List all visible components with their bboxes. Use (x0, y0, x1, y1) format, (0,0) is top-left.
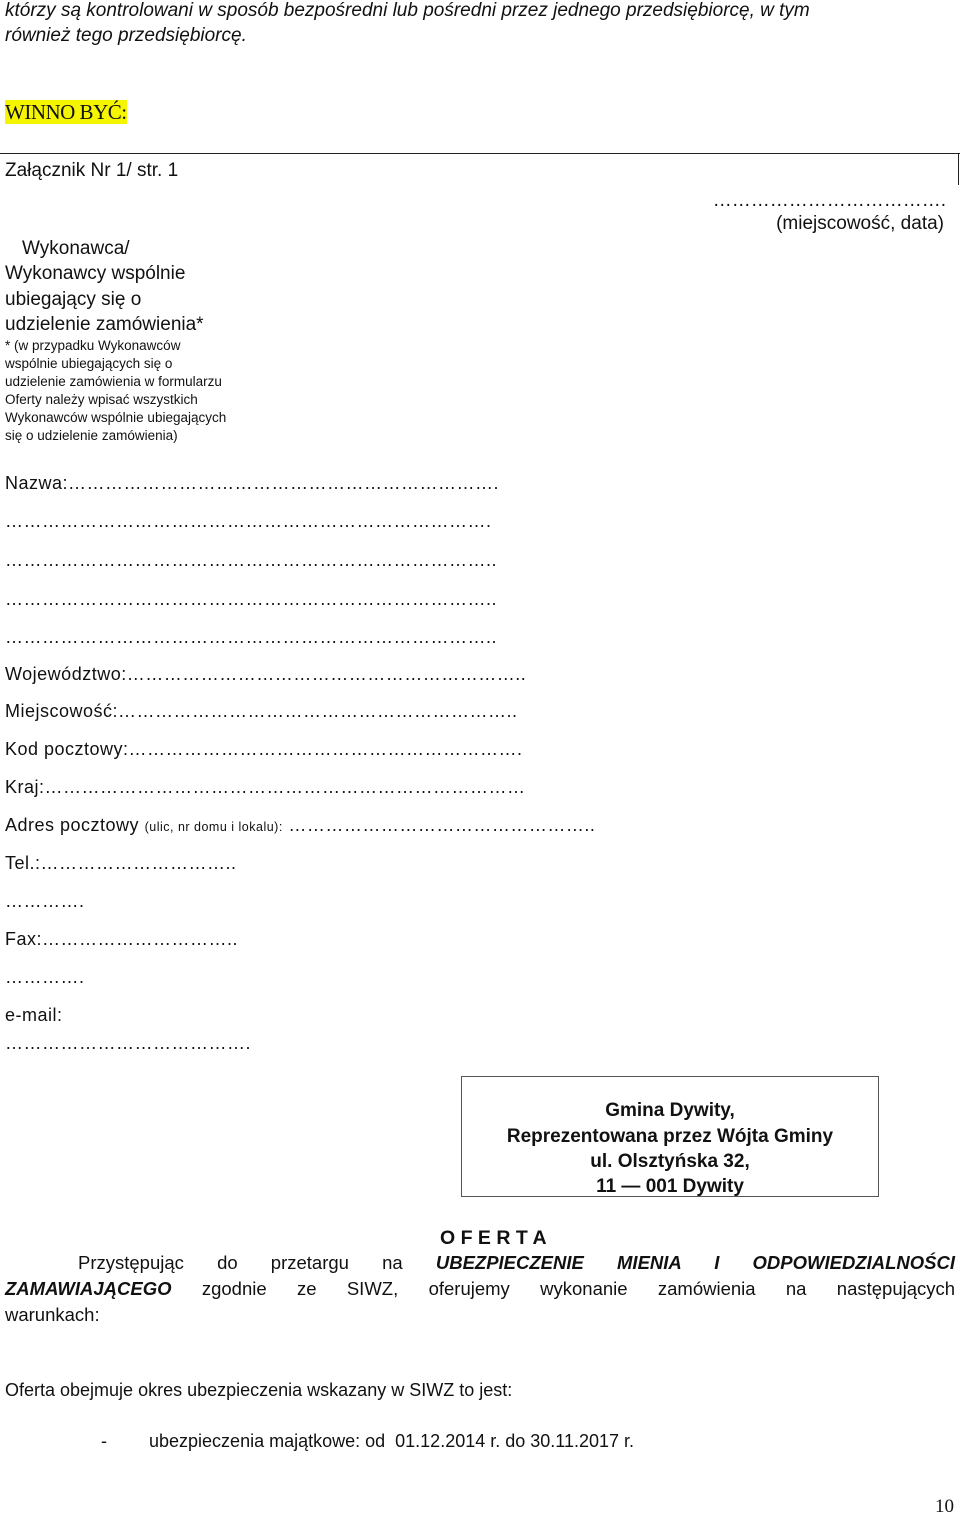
offer-paragraph-line-3: warunkach: (5, 1304, 100, 1325)
contractor-note-2: wspólnie ubiegających się o (5, 356, 173, 371)
offer-subject-continued: ZAMAWIAJĄCEGO (5, 1278, 172, 1299)
postal-address-label: Adres pocztowy (5, 815, 140, 835)
offer-word: oferujemy (428, 1278, 510, 1299)
offer-word: Przystępując (78, 1252, 184, 1273)
offer-word: SIWZ, (346, 1278, 399, 1299)
phone-field-line-2[interactable]: …………. (5, 891, 85, 911)
highlighted-heading: WINNO BYĆ: (5, 100, 127, 124)
contractor-note-1: * (w przypadku Wykonawców (5, 338, 181, 353)
offer-subject: UBEZPIECZENIE MIENIA I ODPOWIEDZIALNOŚCI (435, 1252, 955, 1273)
recipient-line-4: 11 — 001 Dywity (596, 1176, 744, 1197)
fax-field-line-2[interactable]: …………. (5, 967, 85, 987)
postal-address-field[interactable] (5, 815, 595, 836)
contractor-line-3: ubiegający się o (5, 289, 142, 310)
email-label: e-mail: (5, 1005, 63, 1025)
phone-field[interactable]: Tel.:………………………….. (5, 853, 237, 873)
contractor-line-1: Wykonawca/ (22, 238, 130, 259)
offer-word: zgodnie (201, 1278, 267, 1299)
insurance-period-intro: Oferta obejmuje okres ubezpieczenia wskazany w SIWZ to jest: (5, 1380, 513, 1400)
contractor-note-5: Wykonawców wspólnie ubiegających (5, 410, 227, 425)
offer-word: następujących (836, 1278, 956, 1299)
offer-paragraph-line-2 (5, 1278, 955, 1300)
offer-word: wykonanie (540, 1278, 628, 1299)
postal-address-hint: (ulic, nr domu i lokalu): (144, 820, 283, 834)
name-field-line-5[interactable]: …………………………………………………………………….. (5, 627, 498, 647)
heading-rule-right (958, 153, 959, 185)
offer-title: O F E R T A (440, 1227, 547, 1249)
place-date-label: (miejscowość, data) (776, 213, 944, 234)
offer-word: ze (296, 1278, 317, 1299)
voivodeship-field[interactable]: Województwo:……………………………………………………….. (5, 664, 527, 684)
bullet-dash: - (101, 1431, 107, 1451)
offer-word: na (382, 1252, 403, 1273)
name-field[interactable]: Nazwa:……………………………………………………………. (5, 473, 500, 493)
postal-code-field[interactable]: Kod pocztowy:………………………………………………………. (5, 739, 523, 759)
intro-text-line-2: również tego przedsiębiorcę. (5, 25, 247, 46)
recipient-line-3: ul. Olsztyńska 32, (590, 1151, 750, 1172)
contractor-note-3: udzielenie zamówienia w formularzu (5, 374, 222, 389)
fax-field[interactable]: Fax:………………………….. (5, 929, 239, 949)
offer-word: zamówienia (657, 1278, 756, 1299)
intro-text-line-1: którzy są kontrolowani w sposób bezpośredni lub pośredni przez jednego przedsiębiorcę, w tym (5, 0, 810, 21)
insurance-period-item: ubezpieczenia majątkowe: od 01.12.2014 r. do 30.11.2017 r. (149, 1431, 635, 1451)
recipient-line-1: Gmina Dywity, (605, 1100, 735, 1121)
attachment-title: Załącznik Nr 1/ str. 1 (5, 160, 179, 181)
recipient-line-2: Reprezentowana przez Wójta Gminy (506, 1126, 834, 1147)
country-field[interactable]: Kraj:…………………………………………………………………… (5, 777, 526, 797)
name-field-line-2[interactable]: ……………………………………………………………………. (5, 511, 492, 531)
contractor-line-2: Wykonawcy wspólnie (5, 263, 186, 284)
offer-word: przetargu (270, 1252, 349, 1273)
contractor-note-6: się o udzielenie zamówienia) (5, 428, 178, 443)
name-field-line-3[interactable]: …………………………………………………………………….. (5, 550, 498, 570)
postal-address-dots: ………………………………………….. (288, 815, 596, 835)
contractor-line-4: udzielenie zamówienia* (5, 314, 204, 335)
place-date-dots: ………………………………. (712, 190, 946, 211)
email-field[interactable]: …………………………………. (5, 1033, 252, 1053)
contractor-note-4: Oferty należy wpisać wszystkich (5, 392, 198, 407)
heading-rule (0, 153, 960, 154)
offer-word: na (785, 1278, 807, 1299)
offer-word: do (217, 1252, 238, 1273)
correction-heading (5, 100, 127, 125)
offer-paragraph-line-1 (5, 1252, 955, 1274)
name-field-line-4[interactable]: …………………………………………………………………….. (5, 589, 498, 609)
page-number: 10 (935, 1496, 954, 1517)
city-field[interactable]: Miejscowość:……………………………………………………….. (5, 701, 518, 721)
